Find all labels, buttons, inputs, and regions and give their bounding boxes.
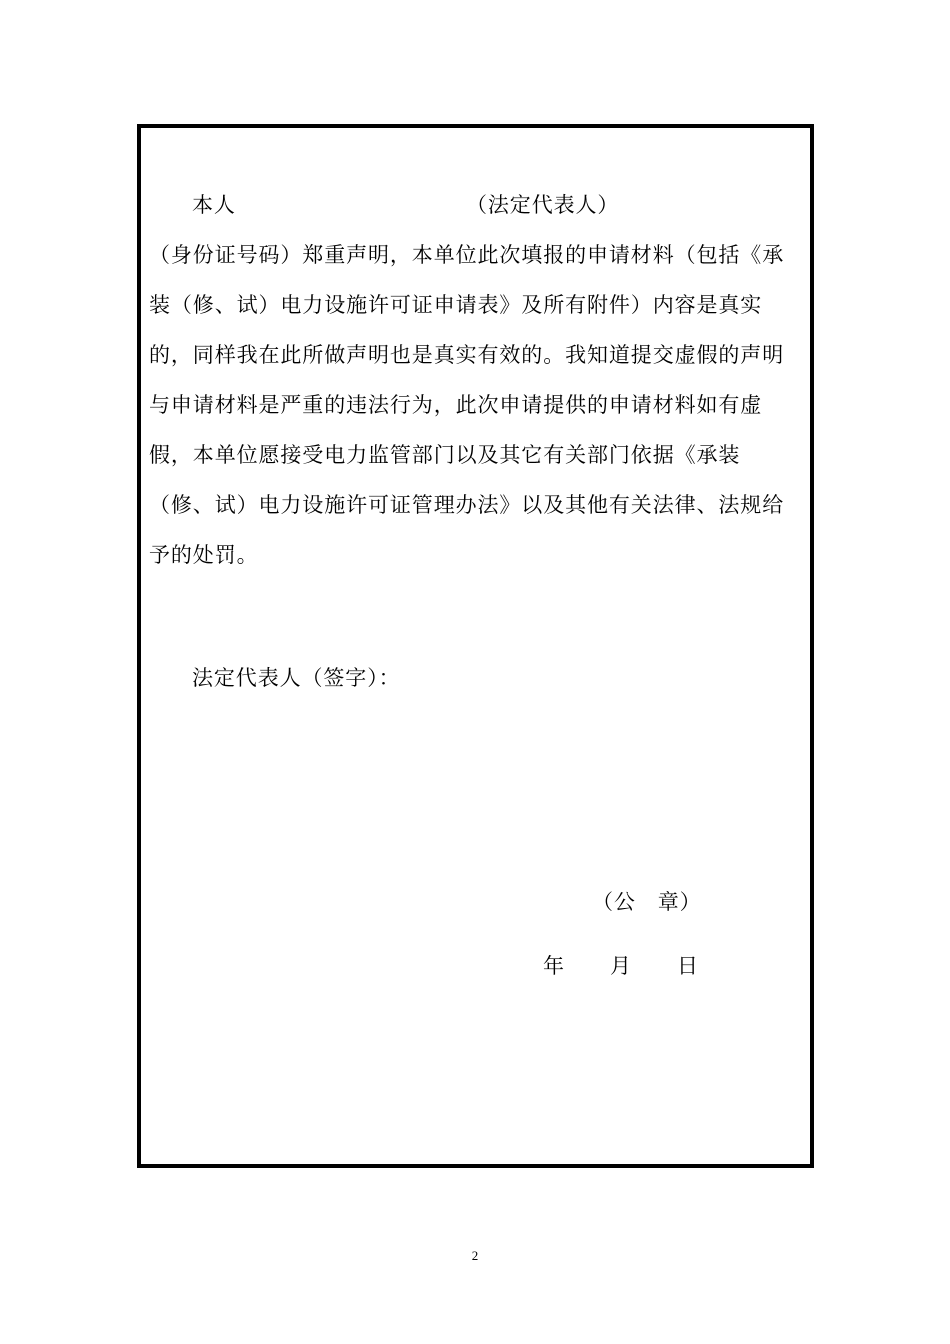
declaration-body-line: （修、试）电力设施许可证管理办法》以及其他有关法律、法规给 <box>149 493 785 517</box>
declaration-body-line: 与申请材料是严重的违法行为，此次申请提供的申请材料如有虚 <box>149 393 763 417</box>
date-month-label: 月 <box>610 954 632 978</box>
signature-label: 法定代表人（签字）： <box>192 666 401 690</box>
seal-label: （公 章） <box>592 890 702 914</box>
declaration-body-line: （身份证号码）郑重声明，本单位此次填报的申请材料（包括《承 <box>149 243 785 267</box>
declaration-body-line: 装（修、试）电力设施许可证申请表》及所有附件）内容是真实 <box>149 293 763 317</box>
declaration-body-line: 予的处罚。 <box>149 543 259 567</box>
date-year-label: 年 <box>543 954 565 978</box>
page-number: 2 <box>471 1248 479 1263</box>
date-day-label: 日 <box>677 954 699 978</box>
declaration-legal-rep-label: （法定代表人） <box>466 193 620 217</box>
declaration-name-prefix: 本人 <box>192 193 236 217</box>
form-inner-border <box>140 127 811 1165</box>
declaration-body-line: 假，本单位愿接受电力监管部门以及其它有关部门依据《承装 <box>149 443 741 467</box>
declaration-body-line: 的，同样我在此所做声明也是真实有效的。我知道提交虚假的声明 <box>149 343 785 367</box>
